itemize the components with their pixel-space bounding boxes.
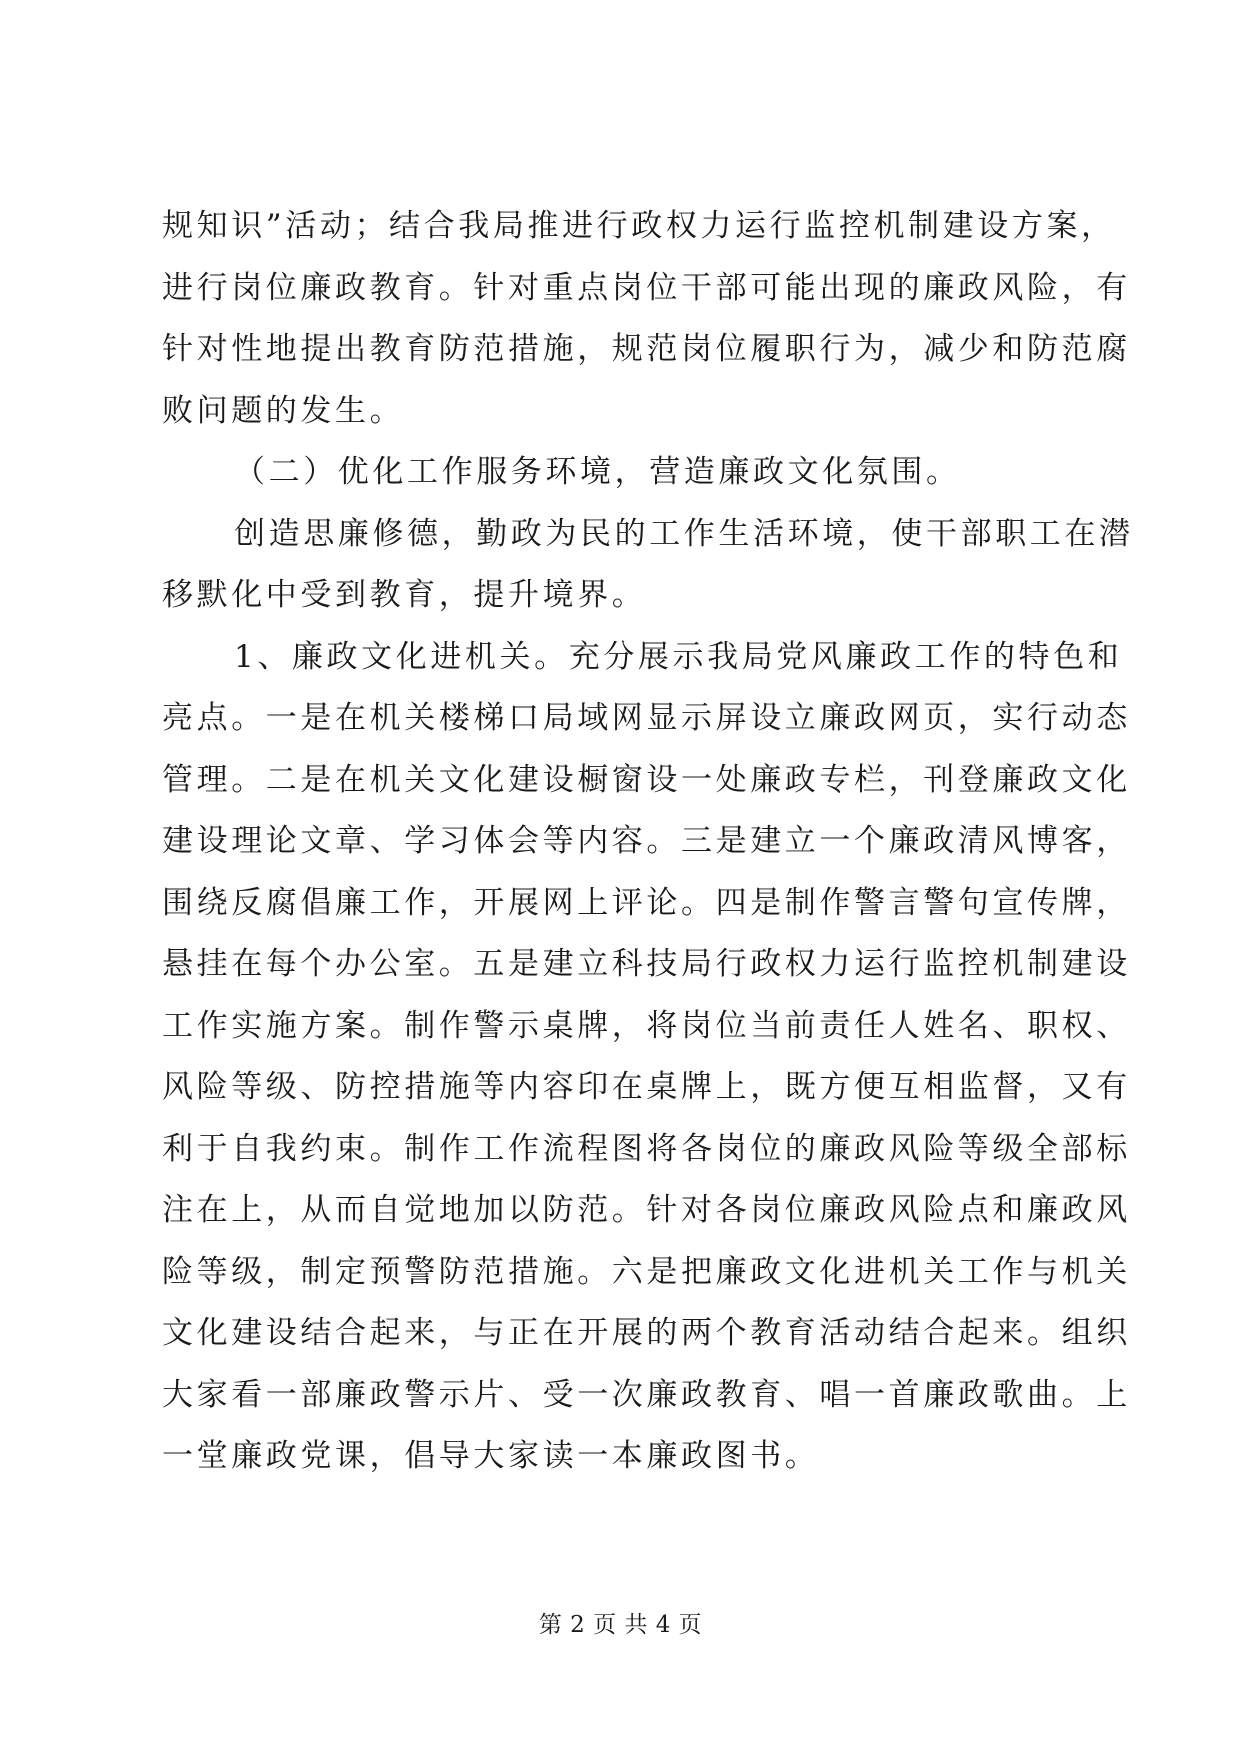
text-line: 针对性地提出教育防范措施，规范岗位履职行为，减少和防范腐 [162, 331, 1131, 367]
document-body [162, 196, 1134, 1488]
text-line: 文化建设结合起来，与正在开展的两个教育活动结合起来。组织 [162, 1315, 1131, 1351]
text-line: 悬挂在每个办公室。五是建立科技局行政权力运行监控机制建设 [162, 946, 1131, 982]
text-line: 工作实施方案。制作警示桌牌，将岗位当前责任人姓名、职权、 [162, 1007, 1131, 1044]
text-line: 进行岗位廉政教育。针对重点岗位干部可能出现的廉政风险，有 [162, 269, 1131, 306]
text-line: 1、廉政文化进机关。充分展示我局党风廉政工作的特色和 [234, 638, 1123, 675]
text-line: 利于自我约束。制作工作流程图将各岗位的廉政风险等级全部标 [162, 1130, 1131, 1167]
text-line: 一堂廉政党课，倡导大家读一本廉政图书。 [162, 1438, 820, 1474]
page-footer [0, 1606, 1241, 1639]
text-line: 败问题的发生。 [162, 392, 405, 429]
text-line: 创造思廉修德，勤政为民的工作生活环境，使干部职工在潜 [234, 515, 1134, 552]
text-line: 风险等级、防控措施等内容印在桌牌上，既方便互相监督，又有 [162, 1069, 1131, 1105]
text-line: 险等级，制定预警防范措施。六是把廉政文化进机关工作与机关 [162, 1253, 1131, 1290]
text-line: 大家看一部廉政警示片、受一次廉政教育、唱一首廉政歌曲。上 [162, 1376, 1131, 1413]
page-number: 第 2 页 共 4 页 [538, 1612, 703, 1638]
text-line: 建设理论文章、学习体会等内容。三是建立一个廉政清风博客， [162, 823, 1131, 859]
section-heading: （二）优化工作服务环境，营造廉政文化氛围。 [234, 454, 961, 490]
text-line: 管理。二是在机关文化建设橱窗设一处廉政专栏，刊登廉政文化 [162, 761, 1131, 798]
text-line: 规知识”活动；结合我局推进行政权力运行监控机制建设方案， [162, 208, 1116, 244]
text-line: 围绕反腐倡廉工作，开展网上评论。四是制作警言警句宣传牌， [162, 884, 1131, 921]
text-line: 亮点。一是在机关楼梯口局域网显示屏设立廉政网页，实行动态 [162, 700, 1131, 736]
text-line: 注在上，从而自觉地加以防范。针对各岗位廉政风险点和廉政风 [162, 1192, 1131, 1228]
text-line: 移默化中受到教育，提升境界。 [162, 577, 647, 613]
